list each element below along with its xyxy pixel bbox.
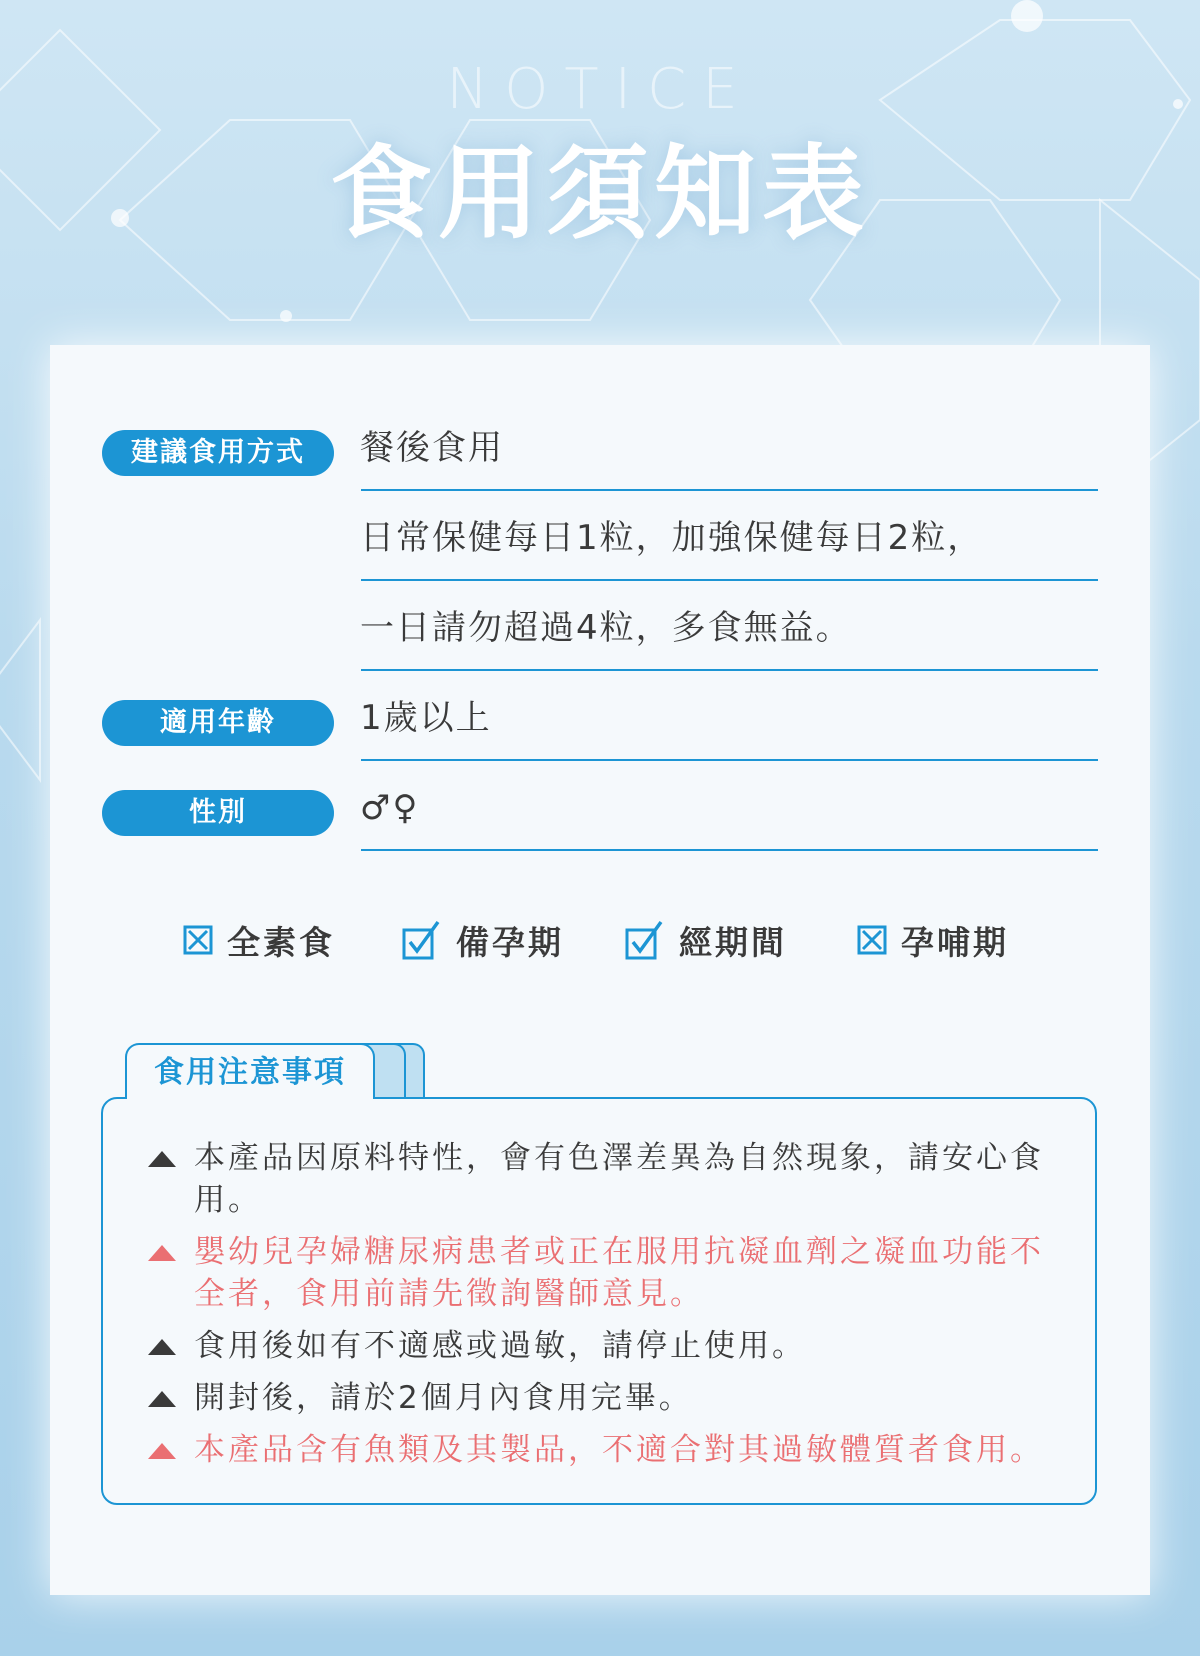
note-text: 食用後如有不適感或過敏，請停止使用。 xyxy=(194,1328,806,1364)
row-underline xyxy=(361,849,1098,851)
diet-option-preconception xyxy=(402,915,564,965)
checked-box-icon xyxy=(625,920,665,960)
triangle-bullet-icon xyxy=(148,1151,176,1167)
page-title: 食用須知表 xyxy=(330,135,870,254)
triangle-bullet-icon xyxy=(148,1245,176,1261)
info-row-dosage xyxy=(50,520,1150,610)
value-age: 1歲以上 xyxy=(360,698,492,738)
diet-option-label: 全素食 xyxy=(227,922,335,962)
note-text: 開封後，請於2個月內食用完畢。 xyxy=(194,1380,693,1416)
value-method: 餐後食用 xyxy=(360,428,504,468)
row-underline xyxy=(361,489,1098,491)
notice-eyebrow: NOTICE xyxy=(446,57,754,122)
note-text: 本產品因原料特性，會有色澤差異為自然現象，請安心食用。 xyxy=(194,1140,1044,1218)
notes-tab-title: 食用注意事項 xyxy=(125,1043,375,1099)
info-row-method xyxy=(50,430,1150,520)
triangle-bullet-icon xyxy=(148,1391,176,1407)
triangle-bullet-icon xyxy=(148,1443,176,1459)
info-row-age xyxy=(50,700,1150,790)
crossed-box-icon xyxy=(183,925,213,955)
diet-option-label: 經期間 xyxy=(679,922,787,962)
row-underline xyxy=(361,759,1098,761)
label-pill-method: 建議食用方式 xyxy=(102,430,334,476)
value-dosage: 日常保健每日1粒，加強保健每日2粒， xyxy=(360,518,984,558)
note-text: 嬰幼兒孕婦糖尿病患者或正在服用抗凝血劑之凝血功能不全者，食用前請先徵詢醫師意見。 xyxy=(194,1234,1044,1312)
value-limit: 一日請勿超過4粒，多食無益。 xyxy=(360,608,852,648)
info-row-limit xyxy=(50,610,1150,700)
note-item xyxy=(148,1325,1068,1367)
triangle-bullet-icon xyxy=(148,1339,176,1355)
diet-option-vegan xyxy=(183,915,335,965)
checked-box-icon xyxy=(402,920,442,960)
note-text: 本產品含有魚類及其製品，不適合對其過敏體質者食用。 xyxy=(194,1432,1044,1468)
note-item xyxy=(148,1377,1068,1419)
note-item-warning xyxy=(148,1429,1068,1471)
notes-box xyxy=(101,1097,1097,1505)
info-row-gender xyxy=(50,790,1150,880)
notice-card xyxy=(50,345,1150,1595)
note-item xyxy=(148,1137,1068,1221)
diet-option-menstrual xyxy=(625,915,787,965)
diet-options xyxy=(50,915,1150,965)
notes-list xyxy=(148,1137,1068,1481)
note-item-warning xyxy=(148,1231,1068,1315)
label-pill-age: 適用年齡 xyxy=(102,700,334,746)
crossed-box-icon xyxy=(857,925,887,955)
diet-option-pregnancy xyxy=(857,915,1009,965)
page-header xyxy=(0,55,1200,255)
diet-option-label: 孕哺期 xyxy=(901,922,1009,962)
row-underline xyxy=(361,669,1098,671)
row-underline xyxy=(361,579,1098,581)
label-pill-gender: 性別 xyxy=(102,790,334,836)
diet-option-label: 備孕期 xyxy=(456,922,564,962)
value-gender: ♂♀ xyxy=(360,788,420,828)
